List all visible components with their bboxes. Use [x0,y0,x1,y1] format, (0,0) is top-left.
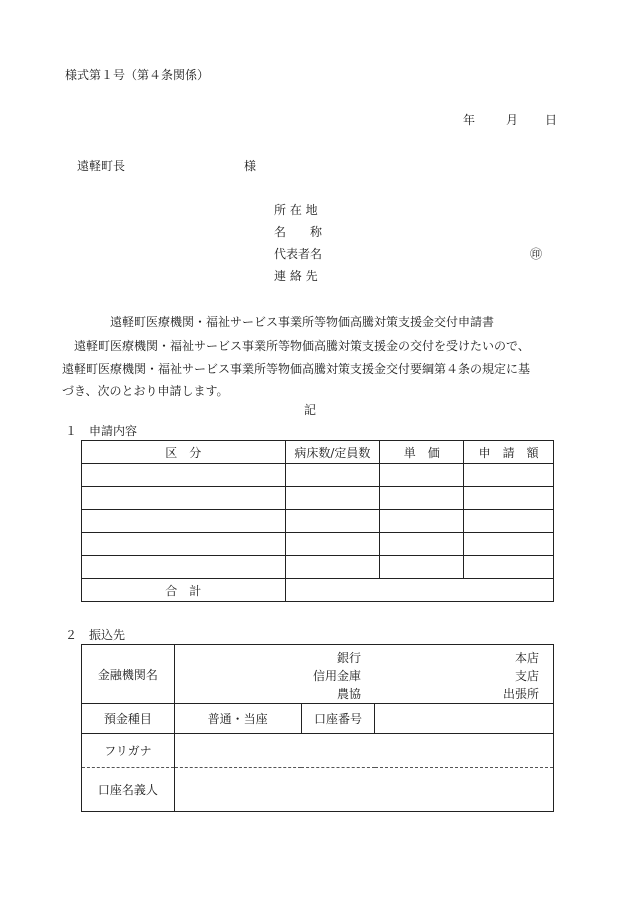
institution-type-credit-union: 信用金庫 [312,669,361,683]
date-day: 日 [545,113,558,127]
ki-heading: 記 [304,403,317,417]
section2-heading: ２ 振込先 [65,628,126,642]
deposit-type-value[interactable]: 普通・当座 [174,704,301,734]
institution-field[interactable] [174,645,553,704]
table-cell[interactable] [82,556,286,579]
table-cell[interactable] [380,556,464,579]
date-year: 年 [463,113,476,127]
table-cell[interactable] [380,510,464,533]
account-holder-field[interactable] [174,768,553,812]
table-cell[interactable] [82,533,286,556]
branch-type-branch: 支店 [514,669,539,683]
table-row [82,487,554,510]
table-row [82,464,554,487]
total-value[interactable] [285,579,553,602]
seal-mark: ㊞ [530,247,543,261]
table-cell[interactable] [464,487,554,510]
table-cell[interactable] [380,487,464,510]
deposit-type-label: 預金種目 [82,704,175,734]
branch-type-sub-branch: 出張所 [502,687,539,701]
institution-type-bank: 銀行 [336,651,361,665]
table-cell[interactable] [285,487,380,510]
account-number-field[interactable] [375,704,554,734]
bank-table [81,644,554,812]
account-holder-label: 口座名義人 [82,768,175,812]
document-title: 遠軽町医療機関・福祉サービス事業所等物価高騰対策支援金交付申請書 [110,315,495,329]
applicant-contact-label: 連 絡 先 [274,269,318,283]
institution-options [175,645,553,703]
application-table-header [82,441,554,464]
table-row [82,533,554,556]
institution-label: 金融機関名 [82,645,175,704]
table-cell[interactable] [82,510,286,533]
furigana-field[interactable] [174,734,553,768]
section1-heading: １ 申請内容 [65,424,138,438]
table-cell[interactable] [82,464,286,487]
date-month: 月 [506,113,519,127]
column-header-amount: 申 請 額 [464,441,554,464]
furigana-row [82,734,554,768]
table-cell[interactable] [464,533,554,556]
column-header-category: 区 分 [82,441,286,464]
institution-row [82,645,554,704]
table-cell[interactable] [464,464,554,487]
table-cell[interactable] [285,533,380,556]
applicant-representative-label: 代表者名 [274,247,323,261]
table-row [82,510,554,533]
column-header-beds: 病床数/定員数 [285,441,380,464]
deposit-row [82,704,554,734]
form-number: 様式第１号（第４条関係） [65,68,210,82]
branch-type-head-office: 本店 [514,651,539,665]
table-cell[interactable] [380,533,464,556]
table-cell[interactable] [285,556,380,579]
application-table [81,440,554,602]
account-holder-row [82,768,554,812]
addressee: 遠軽町長 [77,159,126,173]
document-body [62,335,562,403]
total-row [82,579,554,602]
table-cell[interactable] [380,464,464,487]
furigana-label: フリガナ [82,734,175,768]
body-line-3: づき、次のとおり申請します。 [62,384,229,398]
table-cell[interactable] [285,510,380,533]
table-cell[interactable] [464,556,554,579]
body-line-1: 遠軽町医療機関・福祉サービス事業所等物価高騰対策支援金の交付を受けたいので、 [74,339,530,353]
column-header-unit-price: 単 価 [380,441,464,464]
applicant-address-label: 所 在 地 [274,203,318,217]
total-label: 合 計 [82,579,286,602]
body-line-2: 遠軽町医療機関・福祉サービス事業所等物価高騰対策支援金交付要綱第４条の規定に基 [62,361,531,376]
addressee-honorific: 様 [244,159,257,173]
table-cell[interactable] [82,487,286,510]
account-number-label: 口座番号 [301,704,375,734]
table-cell[interactable] [285,464,380,487]
date-row [463,111,558,127]
table-cell[interactable] [464,510,554,533]
institution-type-agricultural-coop: 農協 [336,687,361,701]
applicant-name-label: 名 称 [274,225,323,239]
table-row [82,556,554,579]
